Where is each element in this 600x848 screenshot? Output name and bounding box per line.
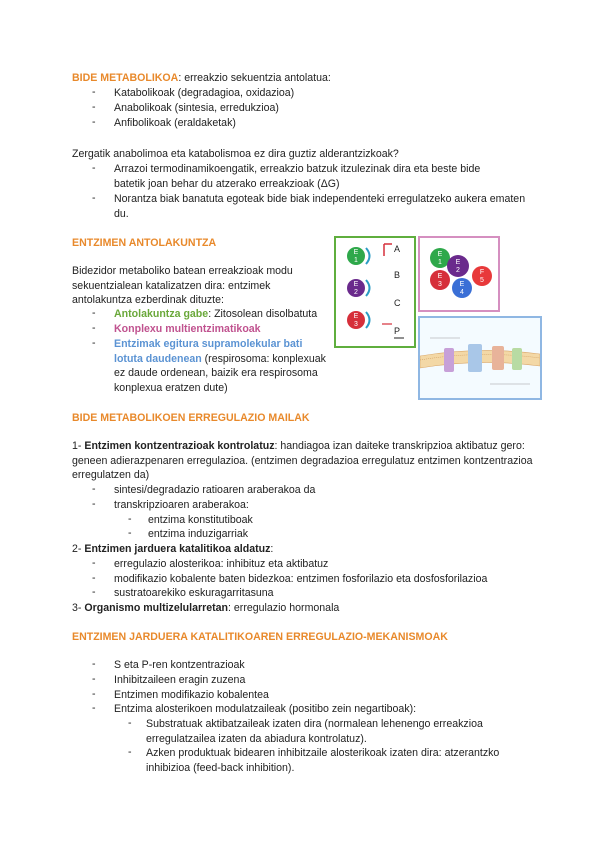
list-item	[114, 307, 329, 322]
dash: -	[92, 192, 96, 204]
sub-item: entzima konstitutiboak	[148, 514, 253, 526]
item3-label: Entzimak egitura supramolekular bati lotuta daudenean	[114, 338, 303, 365]
enzyme-3-label: E	[353, 313, 359, 320]
enzyme-1	[347, 247, 370, 265]
list-item: Arrazoi termodinamikoengatik, erreakzio batzuk itzulezinak dira eta beste bide batetik joan behar du atzerako erreakzioak (ΔG)	[114, 163, 481, 190]
membrane-svg	[420, 318, 540, 398]
question: Zergatik anabolimoa eta katabolismoa ez dira guztiz alderantzizkoak?	[72, 148, 399, 160]
item3-text: (respirosoma: konplexuak ez daude ordenean, baizik era respirosoma konplexua eratzen dute)	[114, 352, 326, 394]
item2-label: Konplexu multientzimatikoak	[114, 323, 261, 335]
membrane-protein	[512, 348, 522, 370]
p3-text: : erregulazio hormonala	[228, 602, 340, 614]
dash: -	[92, 557, 96, 569]
sub-item: Substratuak aktibatzaileak izaten dira (normalean lehenengo erreakzioa erregulatzailea izaten da abiadura kontrolatuz).	[146, 718, 483, 745]
p1-num: 1-	[72, 440, 85, 452]
section1-intro: : erreakzio sekuentzia antolatua:	[178, 72, 331, 84]
c-enzyme-2-label: E	[455, 259, 461, 266]
p2-num: 2-	[72, 543, 85, 555]
list-item	[114, 337, 332, 395]
substrate-b: B	[394, 270, 401, 280]
enzyme-2	[347, 279, 370, 297]
dash: -	[92, 322, 96, 334]
dash: -	[92, 658, 96, 670]
dash: -	[128, 746, 132, 758]
c-enzyme-5-label: F	[479, 269, 485, 276]
complex-enzyme-5	[472, 266, 492, 286]
list-item: Norantza biak banatuta egoteak bide biak independenteki erregulatzeko aukera ematen du.	[114, 193, 526, 220]
dash: -	[92, 162, 96, 174]
dash: -	[92, 101, 96, 113]
sub-item: entzima induzigarriak	[148, 528, 249, 540]
enzyme-2-num: 2	[354, 289, 358, 296]
substrate-c: C	[394, 298, 401, 308]
dash: -	[92, 688, 96, 700]
c-enzyme-1-label: E	[437, 251, 443, 258]
list-item: Katabolikoak (degradagioa, oxidazioa)	[114, 87, 295, 99]
list-item: transkripzioaren araberakoa:	[114, 499, 249, 511]
dash: -	[92, 673, 96, 685]
list-item: sintesi/degradazio ratioaren araberakoa da	[114, 484, 316, 496]
paragraph-1	[72, 439, 537, 483]
substrate-a: A	[394, 244, 401, 254]
c-enzyme-2-num: 2	[456, 267, 460, 274]
list-item: erregulazio alosterikoa: inhibituz eta aktibatuz	[114, 558, 329, 570]
paragraph-3	[72, 601, 542, 616]
list-item: modifikazio kobalente baten bidezkoa: entzimen fosforilazio eta dosfosforilazioa	[114, 573, 488, 585]
section1-title: BIDE METABOLIKOA	[72, 72, 179, 84]
dash: -	[128, 527, 132, 539]
item1-label: Antolakuntza gabe	[114, 308, 209, 320]
complex-enzyme-3	[430, 270, 450, 290]
sub-item: Azken produktuak bidearen inhibitzaile alosterikoak izaten dira: atzerantzko inhibizioa (feed-back inhibition).	[146, 747, 500, 774]
section2-title: ENTZIMEN ANTOLAKUNTZA	[72, 237, 217, 249]
dash: -	[92, 86, 96, 98]
free-enzymes-svg	[336, 238, 414, 346]
dash: -	[92, 307, 96, 319]
list-item: sustratoarekiko eskuragarritasuna	[114, 587, 274, 599]
c-enzyme-3-label: E	[437, 273, 443, 280]
product-p: P	[394, 326, 401, 336]
c-enzyme-1-num: 1	[438, 259, 442, 266]
p3-num: 3-	[72, 602, 85, 614]
diagram-free-enzymes	[334, 236, 416, 348]
dash: -	[92, 572, 96, 584]
dash: -	[128, 717, 132, 729]
dash: -	[92, 702, 96, 714]
c-enzyme-4-num: 4	[460, 289, 464, 296]
dash: -	[92, 337, 96, 349]
list-item: S eta P-ren kontzentrazioak	[114, 659, 245, 671]
dash: -	[92, 483, 96, 495]
diagram-multienzyme-complex	[418, 236, 500, 312]
p2-text: :	[270, 543, 274, 555]
dash: -	[92, 116, 96, 128]
complex-enzyme-4	[452, 278, 472, 298]
list-item: Entzima alosterikoen modulatzaileak (positibo zein negartiboak):	[114, 703, 417, 715]
p3-bold: Organismo multizelularretan	[84, 602, 229, 614]
dash: -	[92, 498, 96, 510]
section1-heading-line	[72, 71, 542, 86]
list-item: Inhibitzaileen eragin zuzena	[114, 674, 246, 686]
enzyme-3	[347, 311, 370, 329]
membrane-protein	[468, 344, 482, 372]
enzyme-1-label: E	[353, 249, 359, 256]
membrane-protein	[444, 348, 454, 372]
section2-intro: Bidezidor metaboliko batean erreakzioak modu sekuentzialean katalizatzen dira: entzimek antolakuntza ezberdinak dituzte:	[72, 265, 293, 307]
membrane-protein	[492, 346, 504, 370]
item1-text: : Zitosolean disolbatuta	[208, 308, 318, 320]
complex-enzyme-1	[430, 248, 450, 268]
list-item: Anfibolikoak (eraldaketak)	[114, 117, 236, 129]
p1-bold: Entzimen kontzentrazioak kontrolatuz	[84, 440, 275, 452]
enzyme-3-num: 3	[354, 321, 358, 328]
list-item: Entzimen modifikazio kobalentea	[114, 689, 269, 701]
p2-bold: Entzimen jarduera katalitikoa aldatuz	[84, 543, 271, 555]
section3-title: BIDE METABOLIKOEN ERREGULAZIO MAILAK	[72, 412, 310, 424]
diagram-supramolecular	[418, 316, 542, 400]
c-enzyme-3-num: 3	[438, 281, 442, 288]
c-enzyme-5-num: 5	[480, 277, 484, 284]
c-enzyme-4-label: E	[459, 281, 465, 288]
enzyme-2-label: E	[353, 281, 359, 288]
list-item: Anabolikoak (sintesia, erredukzioa)	[114, 102, 279, 114]
complex-enzyme-2	[447, 255, 469, 277]
dash: -	[92, 586, 96, 598]
p1-text: : handiagoa izan daiteke transkripzioa aktibatuz gero: geneen adierazpenaren erregulazioa. (entzimen degradazioa erregulatuz entzimen kontzentrazioa erregulatzen da)	[72, 440, 533, 482]
dash: -	[128, 513, 132, 525]
enzyme-1-num: 1	[354, 257, 358, 264]
section4-title: ENTZIMEN JARDUERA KATALITIKOAREN ERREGULAZIO-MEKANISMOAK	[72, 631, 448, 643]
multienzyme-svg	[420, 238, 498, 310]
paragraph-2	[72, 542, 542, 557]
